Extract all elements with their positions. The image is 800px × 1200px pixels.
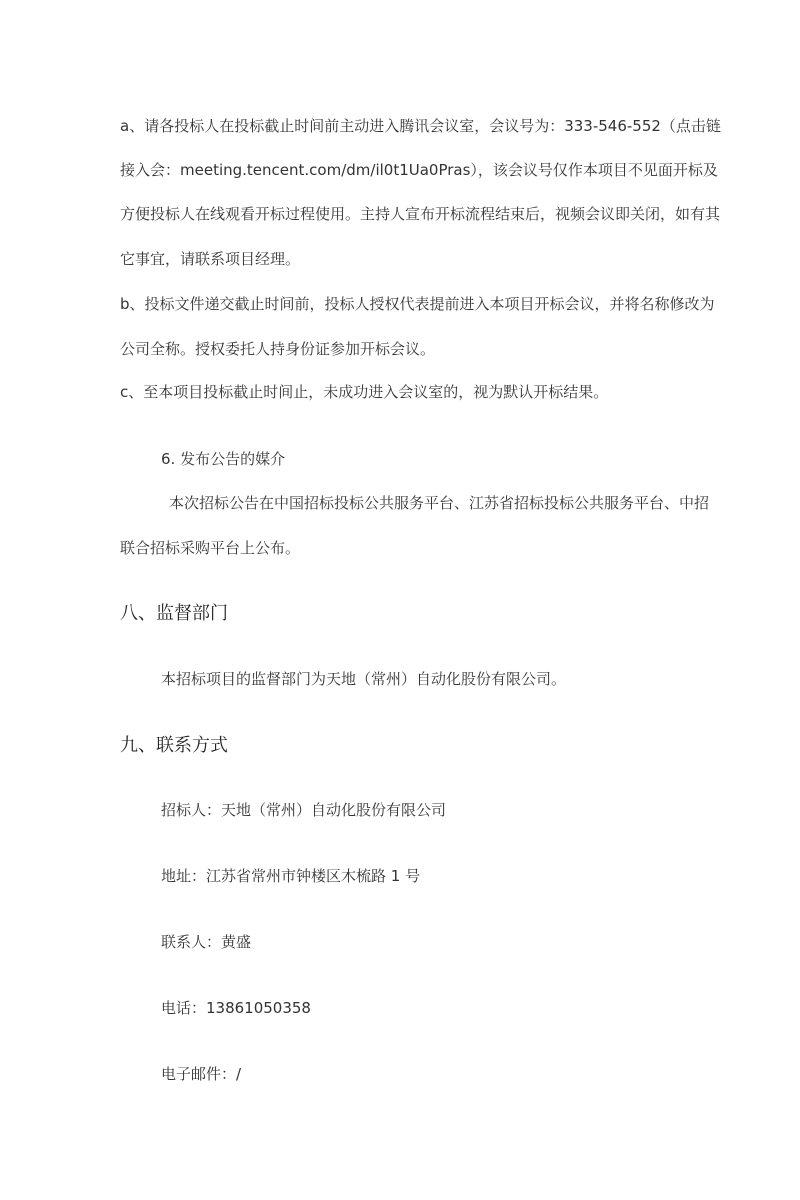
contact-person: 联系人：黄盛 <box>161 933 252 951</box>
contact-heading: 九、联系方式 <box>120 735 228 756</box>
item-a-line-2: 接入会：meeting.tencent.com/dm/il0t1Ua0Pras），该会议号仅作本项目不见面开标及 <box>120 161 718 179</box>
supervision-heading: 八、监督部门 <box>120 603 228 624</box>
contact-phone: 电话：13861050358 <box>161 999 311 1017</box>
contact-tenderer: 招标人：天地（常州）自动化股份有限公司 <box>161 801 447 819</box>
item-b-line-1: b、投标文件递交截止时间前，投标人授权代表提前进入本项目开标会议，并将名称修改为 <box>120 295 715 313</box>
contact-email: 电子邮件：/ <box>161 1065 242 1083</box>
item-a-line-3: 方便投标人在线观看开标过程使用。主持人宣布开标流程结束后，视频会议即关闭，如有其 <box>120 205 721 223</box>
contact-address: 地址：江苏省常州市钟楼区木梳路 1 号 <box>161 867 421 885</box>
item-a-line-4: 它事宜，请联系项目经理。 <box>120 250 301 268</box>
media-paragraph-line-2: 联合招标采购平台上公布。 <box>120 539 301 557</box>
item-a-line-1: a、请各投标人在投标截止时间前主动进入腾讯会议室，会议号为：333-546-552（点击链 <box>120 117 721 135</box>
supervision-text: 本招标项目的监督部门为天地（常州）自动化股份有限公司。 <box>161 670 567 688</box>
item-c-line: c、至本项目投标截止时间止，未成功进入会议室的，视为默认开标结果。 <box>120 383 609 401</box>
media-subheading: 6. 发布公告的媒介 <box>161 450 286 468</box>
item-b-line-2: 公司全称。授权委托人持身份证参加开标会议。 <box>120 340 436 358</box>
media-paragraph-line-1: 本次招标公告在中国招标投标公共服务平台、江苏省招标投标公共服务平台、中招 <box>169 494 710 512</box>
